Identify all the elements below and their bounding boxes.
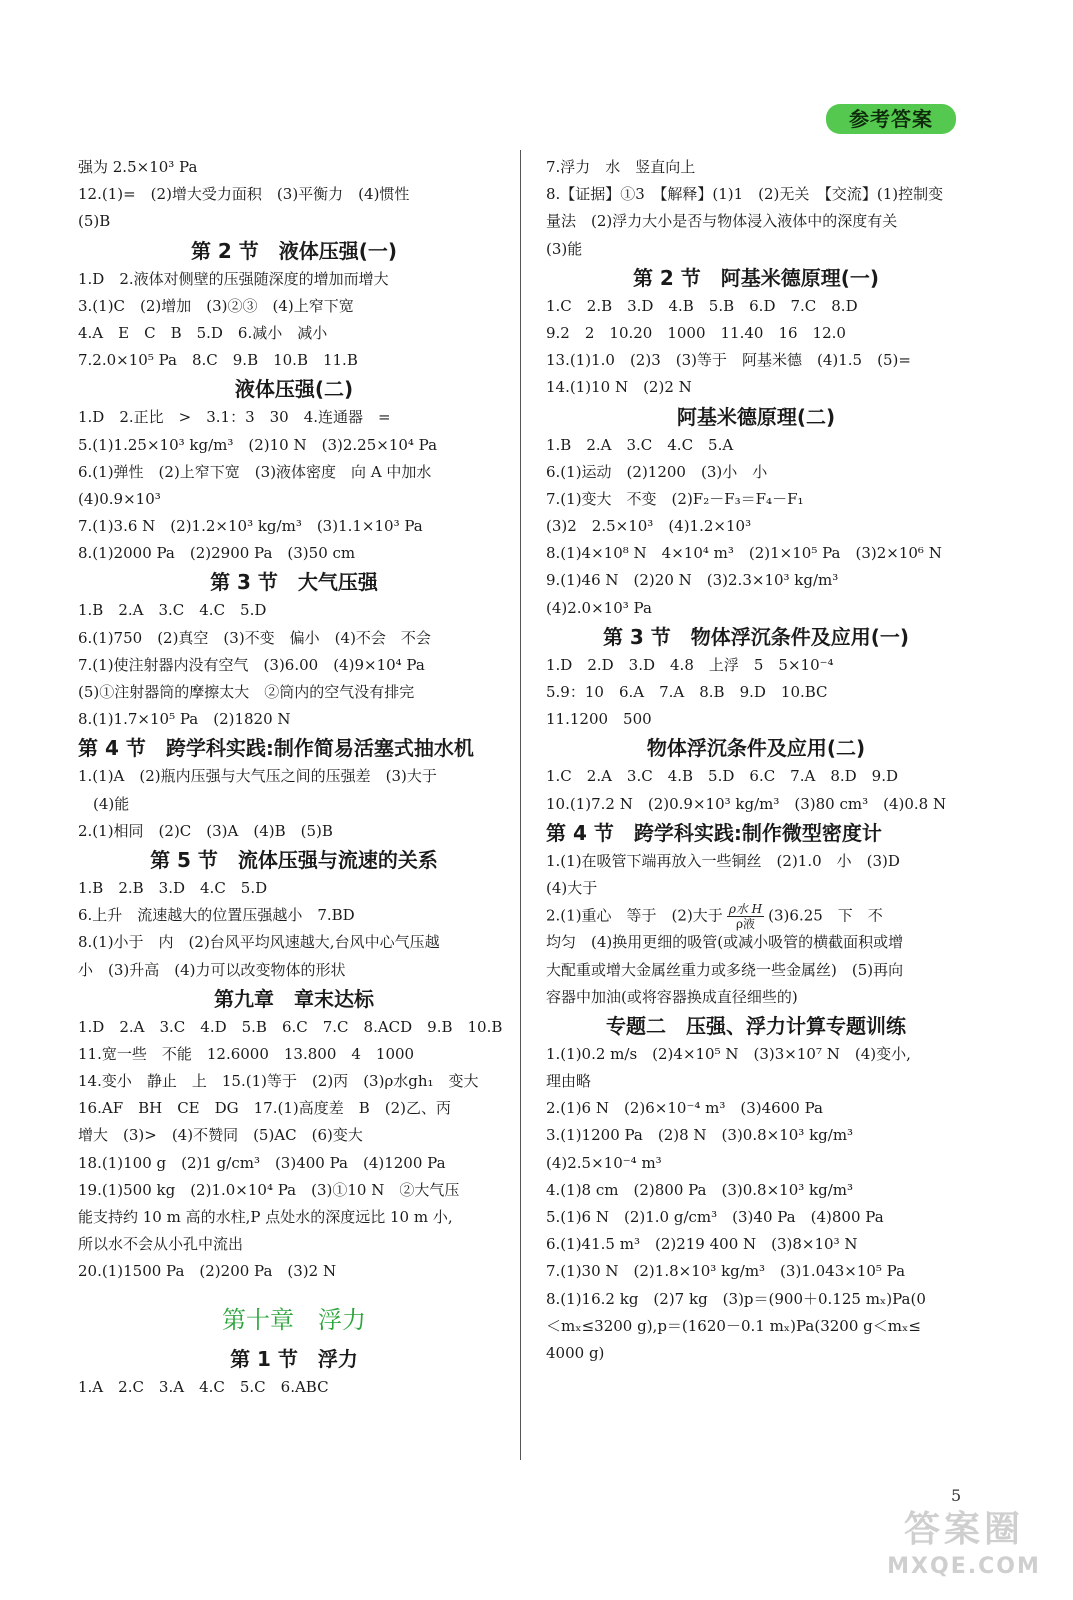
answer-line: (5)①注射器筒的摩擦太大 ②筒内的空气没有排完 [78, 683, 415, 701]
answer-line: 1.(1)0.2 m/s (2)4×10⁵ N (3)3×10⁷ N (4)变小, [546, 1044, 911, 1063]
answer-line: 容器中加油(或将容器换成直径细些的) [546, 987, 798, 1006]
answer-line: (3)2 2.5×10³ (4)1.2×10³ [546, 517, 752, 536]
answer-line: 6.(1)41.5 m³ (2)219 400 N (3)8×10³ N [546, 1235, 858, 1254]
answer-line: 7.浮力 水 竖直向上 [546, 158, 696, 176]
answer-line: 6.(1)弹性 (2)上窄下宽 (3)液体密度 向 A 中加水 [78, 462, 432, 481]
section-heading: 阿基米德原理(二) [676, 404, 836, 429]
answer-line: 1.C 2.B 3.D 4.B 5.B 6.D 7.C 8.D [546, 296, 858, 315]
answer-line: 1.D 2.液体对侧壁的压强随深度的增加而增大 [78, 269, 389, 288]
answer-line: (4)2.5×10⁻⁴ m³ [546, 1153, 662, 1172]
answer-line: 增大 (3)> (4)不赞同 (5)AC (6)变大 [78, 1126, 363, 1145]
section-heading: 专题二 压强、浮力计算专题训练 [606, 1013, 906, 1038]
section-heading: 第 3 节 大气压强 [210, 570, 378, 595]
left-column [78, 154, 510, 1401]
answer-line: 量法 (2)浮力大小是否与物体浸入液体中的深度有关 [546, 212, 898, 231]
answer-line: 理由略 [546, 1072, 592, 1091]
answer-line: 1.(1)A (2)瓶内压强与大气压之间的压强差 (3)大于 [78, 767, 437, 786]
answer-line: 14.变小 静止 上 15.(1)等于 (2)丙 (3)ρ水gh₁ 变大 [78, 1072, 479, 1091]
answer-line: 5.(1)1.25×10³ kg/m³ (2)10 N (3)2.25×10⁴ Pa [78, 435, 438, 454]
answer-line: 11.宽一些 不能 12.6000 13.800 4 1000 [78, 1044, 415, 1063]
answer-line: 1.B 2.A 3.C 4.C 5.D [78, 601, 267, 620]
answer-line: 7.(1)30 N (2)1.8×10³ kg/m³ (3)1.043×10⁵ Pa [546, 1262, 906, 1281]
answer-line: (4)大于 [546, 878, 598, 897]
section-heading: 第 3 节 物体浮沉条件及应用(一) [602, 624, 910, 649]
answer-line: 8.(1)2000 Pa (2)2900 Pa (3)50 cm [78, 544, 356, 563]
right-column [546, 154, 966, 1367]
answer-line: 6.上升 流速越大的位置压强越小 7.BD [78, 906, 355, 925]
answer-line: 10.(1)7.2 N (2)0.9×10³ kg/m³ (3)80 cm³ (4)0.8 N [546, 794, 947, 813]
answer-line: 6.(1)运动 (2)1200 (3)小 小 [546, 462, 768, 481]
answer-line: 7.(1)变大 不变 (2)F₂－F₃＝F₄－F₁ [546, 489, 804, 508]
answer-line: 5.(1)6 N (2)1.0 g/cm³ (3)40 Pa (4)800 Pa [546, 1208, 884, 1226]
watermark-text-bottom: MXQE.COM [887, 1554, 1041, 1579]
answer-line: 1.D 2.正比 > 3.1：3 30 4.连通器 = [78, 408, 391, 427]
answer-line: 4000 g) [546, 1343, 605, 1362]
answer-line: (3)能 [546, 239, 583, 258]
answer-line: 8.(1)4×10⁸ N 4×10⁴ m³ (2)1×10⁵ Pa (3)2×10⁶ N [546, 544, 942, 563]
answer-line: 18.(1)100 g (2)1 g/cm³ (3)400 Pa (4)1200 Pa [78, 1153, 446, 1172]
fraction-numerator: ρ水 H [728, 902, 763, 917]
answer-text: (3)6.25 下 不 [768, 906, 883, 925]
answer-line: 12.(1)= (2)增大受力面积 (3)平衡力 (4)惯性 [78, 185, 410, 204]
answer-line: 8.(1)16.2 kg (2)7 kg (3)p＝(900＋0.125 mₓ)Pa(0 [546, 1289, 926, 1308]
answer-line: (4)能 [78, 794, 130, 813]
answer-line: 2.(1)6 N (2)6×10⁻⁴ m³ (3)4600 Pa [546, 1099, 823, 1118]
section-heading: 第 5 节 流体压强与流速的关系 [150, 847, 438, 872]
answer-line: 9.(1)46 N (2)20 N (3)2.3×10³ kg/m³ [546, 571, 839, 590]
answer-line: 8.【证据】①3 【解释】(1)1 (2)无关 【交流】(1)控制变 [546, 185, 944, 204]
fraction [727, 902, 764, 931]
answer-line: 4.A E C B 5.D 6.减小 减小 [78, 323, 328, 342]
chapter-title: 第十章 浮力 [222, 1305, 366, 1334]
answer-line: 能支持约 10 m 高的水柱,P 点处水的深度远比 10 m 小, [78, 1208, 453, 1226]
answer-line [546, 902, 966, 932]
answer-line: 强为 2.5×10³ Pa [78, 158, 198, 176]
section-heading: 第 1 节 浮力 [230, 1346, 358, 1371]
answer-line: 1.C 2.A 3.C 4.B 5.D 6.C 7.A 8.D 9.D [546, 767, 899, 786]
answer-line: 7.(1)使注射器内没有空气 (3)6.00 (4)9×10⁴ Pa [78, 655, 425, 674]
answer-line: 6.(1)750 (2)真空 (3)不变 偏小 (4)不会 不会 [78, 628, 431, 647]
section-heading: 第九章 章末达标 [214, 986, 374, 1011]
section-heading: 第 4 节 跨学科实践:制作微型密度计 [546, 820, 882, 845]
answer-line: 1.A 2.C 3.A 4.C 5.C 6.ABC [78, 1377, 329, 1396]
answer-line: 13.(1)1.0 (2)3 (3)等于 阿基米德 (4)1.5 (5)= [546, 351, 911, 370]
watermark-logo [879, 1508, 1049, 1590]
answer-line: 7.(1)3.6 N (2)1.2×10³ kg/m³ (3)1.1×10³ Pa [78, 517, 423, 536]
answer-line: 小 (3)升高 (4)力可以改变物体的形状 [78, 960, 346, 979]
section-heading: 第 2 节 阿基米德原理(一) [632, 265, 880, 290]
answer-line: (4)2.0×10³ Pa [546, 598, 652, 617]
page-number: 5 [951, 1486, 962, 1505]
answer-line: 20.(1)1500 Pa (2)200 Pa (3)2 N [78, 1262, 337, 1281]
section-heading: 液体压强(二) [234, 377, 354, 402]
answer-line: 1.(1)在吸管下端再放入一些铜丝 (2)1.0 小 (3)D [546, 851, 900, 870]
section-heading: 第 2 节 液体压强(一) [190, 238, 398, 263]
watermark-text-top: 答案圈 [903, 1509, 1024, 1550]
reference-answer-badge: 参考答案 [826, 104, 956, 134]
answer-line: 11.1200 500 [546, 710, 652, 729]
answer-line: 9.2 2 10.20 1000 11.40 16 12.0 [546, 323, 846, 342]
answer-line: 8.(1)1.7×10⁵ Pa (2)1820 N [78, 710, 291, 729]
answer-line: (4)0.9×10³ [78, 489, 161, 508]
answer-line: 3.(1)C (2)增加 (3)②③ (4)上窄下宽 [78, 296, 354, 315]
answer-line: 19.(1)500 kg (2)1.0×10⁴ Pa (3)①10 N ②大气压 [78, 1180, 460, 1199]
answer-line: (5)B [78, 212, 111, 231]
answer-line: 5.9：10 6.A 7.A 8.B 9.D 10.BC [546, 683, 828, 701]
section-heading: 物体浮沉条件及应用(二) [646, 736, 866, 761]
answer-line: ＜mₓ≤3200 g),p＝(1620－0.1 mₓ)Pa(3200 g＜mₓ≤ [546, 1316, 921, 1335]
answer-line: 1.D 2.A 3.C 4.D 5.B 6.C 7.C 8.ACD 9.B 10.B [78, 1017, 503, 1036]
answer-line: 大配重或增大金属丝重力或多绕一些金属丝) (5)再向 [546, 960, 904, 979]
answer-line: 所以水不会从小孔中流出 [78, 1235, 244, 1254]
answer-line: 1.D 2.D 3.D 4.8 上浮 5 5×10⁻⁴ [546, 655, 834, 674]
answer-line: 16.AF BH CE DG 17.(1)高度差 B (2)乙、丙 [78, 1099, 452, 1118]
answer-line: 1.B 2.A 3.C 4.C 5.A [546, 435, 734, 454]
fraction-denominator: ρ液 [735, 917, 756, 932]
answer-line: 1.B 2.B 3.D 4.C 5.D [78, 878, 268, 897]
column-divider [520, 150, 521, 1460]
answer-line: 7.2.0×10⁵ Pa 8.C 9.B 10.B 11.B [78, 351, 358, 370]
answer-line: 均匀 (4)换用更细的吸管(或减小吸管的横截面积或增 [546, 933, 904, 952]
answer-line: 3.(1)1200 Pa (2)8 N (3)0.8×10³ kg/m³ [546, 1126, 854, 1145]
answer-line: 14.(1)10 N (2)2 N [546, 378, 692, 397]
answer-line: 2.(1)相同 (2)C (3)A (4)B (5)B [78, 821, 333, 840]
answer-line: 4.(1)8 cm (2)800 Pa (3)0.8×10³ kg/m³ [546, 1180, 854, 1199]
section-heading: 第 4 节 跨学科实践:制作简易活塞式抽水机 [78, 736, 474, 761]
answer-text: 2.(1)重心 等于 (2)大于 [546, 906, 723, 925]
answer-line: 8.(1)小于 内 (2)台风平均风速越大,台风中心气压越 [78, 933, 440, 952]
